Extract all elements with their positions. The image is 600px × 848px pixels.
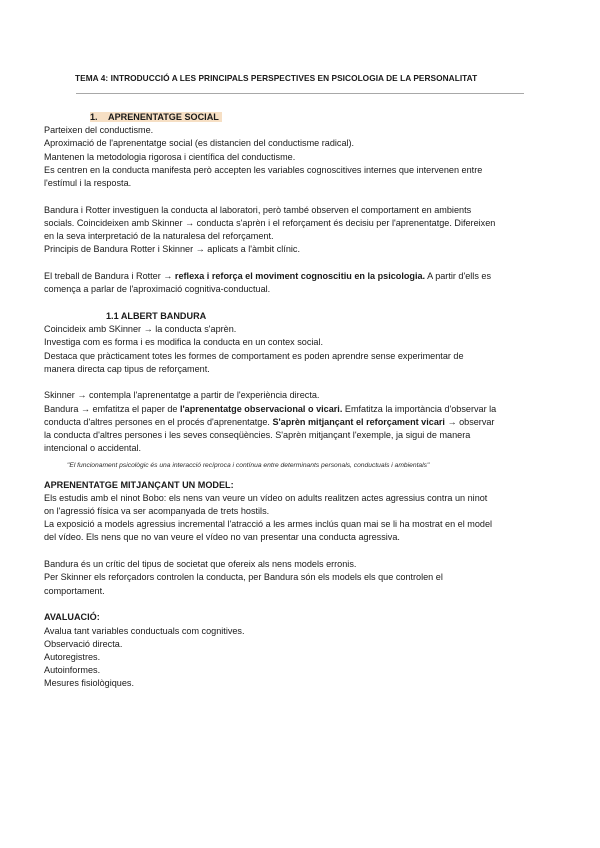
text-line: intencional o accidental. bbox=[44, 443, 142, 454]
text-line: on l'agressió física va ser acompanyada de trets hostils. bbox=[44, 506, 270, 517]
text-line: socials. Coincideixen amb Skinner → conducta s'aprèn i el reforçament és decisiu per l'aprenentatge. Difereixen bbox=[44, 217, 496, 228]
text-line: El treball de Bandura i Rotter → reflexa i reforça el moviment cognoscitiu en la psicologia. A partir d'ells es bbox=[44, 271, 492, 282]
text-line: en la seva interpretació de la naturalesa del reforçament. bbox=[44, 231, 274, 242]
text-line: Bandura és un crític del tipus de societat que ofereix als nens models erronis. bbox=[44, 559, 357, 570]
text-line: comportament. bbox=[44, 585, 105, 596]
text-line: Aproximació de l'aprenentatge social (es distancien del conductisme radical). bbox=[44, 138, 355, 149]
text-line: conducta d'altres persones en el procés d'aprenentatge. S'aprèn mitjançant el reforçament vicari → observar bbox=[44, 416, 495, 427]
text-line: La exposició a models agressius incremental l'atracció a les armes inclús quan mai se li ha mostrat en el model bbox=[44, 519, 493, 530]
section-heading-avaluacio: AVALUACIÓ: bbox=[44, 612, 100, 623]
title-divider bbox=[76, 93, 524, 94]
page-title: TEMA 4: INTRODUCCIÓ A LES PRINCIPALS PERSPECTIVES EN PSICOLOGIA DE LA PERSONALITAT bbox=[75, 73, 478, 83]
list-item: Autoregistres. bbox=[44, 651, 101, 662]
text-line: l'estímul i la resposta. bbox=[44, 178, 132, 189]
section-heading-model: APRENENTATGE MITJANÇANT UN MODEL: bbox=[44, 479, 234, 490]
text-line: Skinner → contempla l'aprenentatge a partir de l'experiència directa. bbox=[44, 390, 320, 401]
text-line: Coincideix amb SKinner → la conducta s'aprèn. bbox=[44, 324, 237, 335]
section-heading-aprenentatge-social: 1. APRENENTATGE SOCIAL bbox=[90, 111, 564, 124]
document-body bbox=[44, 111, 564, 691]
text-line: del vídeo. Els nens que no van veure el vídeo no van presentar una conducta agressiva. bbox=[44, 532, 400, 543]
text-line: Bandura → emfatitza el paper de l'aprenentatge observacional o vicari. Emfatitza la importància d'observar la bbox=[44, 403, 497, 414]
text-line: Mantenen la metodologia rigorosa i científica del conductisme. bbox=[44, 151, 296, 162]
list-item: Autoinformes. bbox=[44, 665, 101, 676]
quote: "El funcionament psicològic és una interacció recíproca i contínua entre determinants personals, conductuals i ambientals" bbox=[67, 462, 430, 470]
text-line: manera directa cap tipus de reforçament. bbox=[44, 363, 210, 374]
text-line: la conducta d'altres persones i les seves conseqüències. S'aprèn mitjançant l'exemple, ja sigui de manera bbox=[44, 430, 471, 441]
text-line: comença a parlar de l'aproximació cognitiva-conductual. bbox=[44, 284, 271, 295]
text-line: Investiga com es forma i es modifica la conducta en un contex social. bbox=[44, 337, 324, 348]
text-line: Es centren en la conducta manifesta però accepten les variables cognoscitives internes que intervenen entre bbox=[44, 164, 483, 175]
text-line: Destaca que pràcticament totes les formes de comportament es poden aprendre sense experimentar de bbox=[44, 350, 464, 361]
section-heading-albert-bandura: 1.1 ALBERT BANDURA bbox=[106, 310, 207, 321]
list-item: Observació directa. bbox=[44, 638, 123, 649]
text-line: Bandura i Rotter investiguen la conducta al laboratori, però també observen el comportament en ambients bbox=[44, 204, 472, 215]
text-line: Parteixen del conductisme. bbox=[44, 125, 154, 136]
list-item: Mesures fisiològiques. bbox=[44, 678, 134, 689]
text-line: Principis de Bandura Rotter i Skinner → aplicats a l'àmbit clínic. bbox=[44, 244, 300, 255]
list-item: Avalua tant variables conductuals com cognitives. bbox=[44, 625, 245, 636]
text-line: Per Skinner els reforçadors controlen la conducta, per Bandura són els models els que controlen el bbox=[44, 572, 443, 583]
text-line: Els estudis amb el ninot Bobo: els nens van veure un vídeo on adults realitzen actes agressius contra un ninot bbox=[44, 492, 488, 503]
